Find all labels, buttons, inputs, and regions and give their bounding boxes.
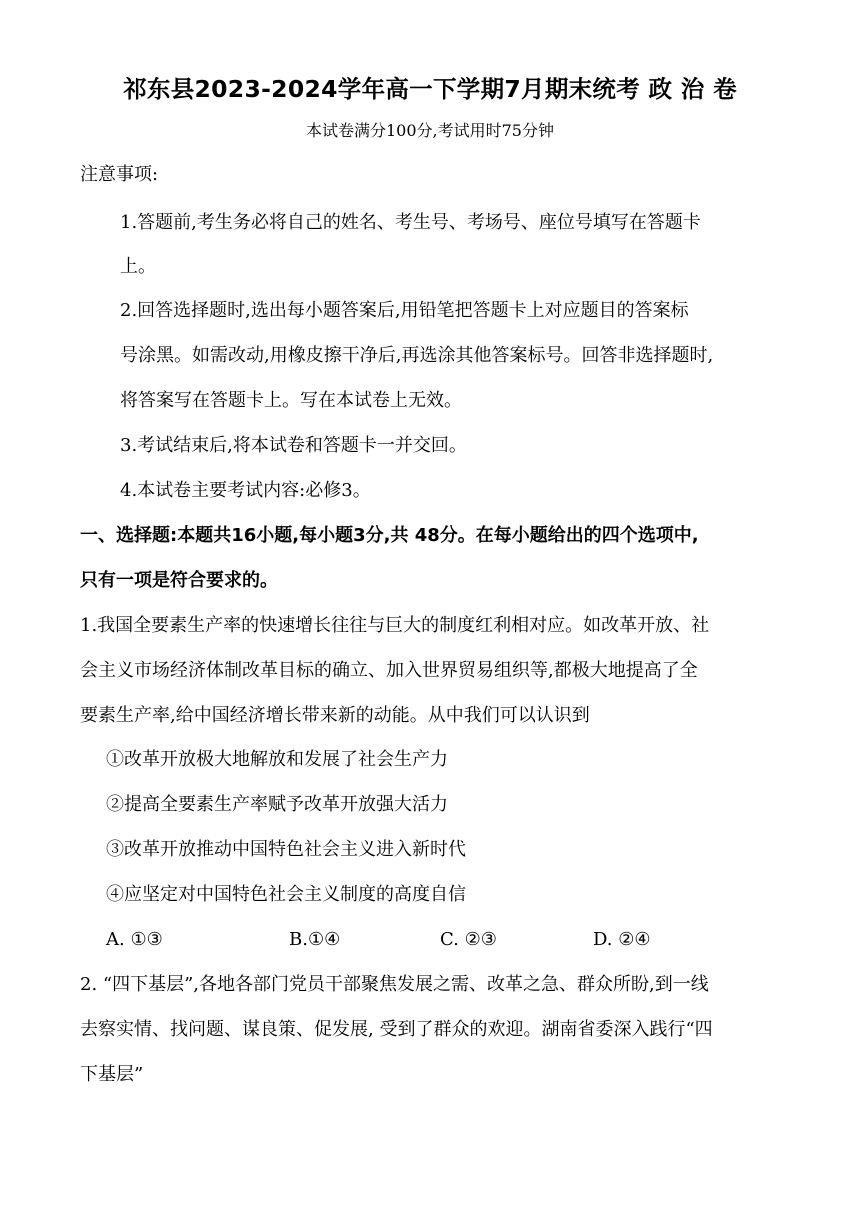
question-stem-line: 去察实情、找问题、谋良策、促发展, 受到了群众的欢迎。湖南省委深入践行“四 — [80, 1019, 713, 1040]
notice-line: 4.本试卷主要考试内容:必修3。 — [120, 480, 371, 501]
question-stem-line: 下基层” — [80, 1064, 144, 1085]
question-stem-line: 2. “四下基层”,各地各部门党员干部聚焦发展之需、改革之急、群众所盼,到一线 — [80, 974, 709, 995]
notice-line: 2.回答选择题时,选出每小题答案后,用铅笔把答题卡上对应题目的答案标 — [120, 300, 689, 321]
notice-line: 将答案写在答题卡上。写在本试卷上无效。 — [120, 390, 462, 411]
section-heading-line: 只有一项是符合要求的。 — [80, 570, 278, 591]
section-heading-line: 一、选择题:本题共16小题,每小题3分,共 48分。在每小题给出的四个选项中, — [80, 525, 699, 546]
statement-item: ④应坚定对中国特色社会主义制度的高度自信 — [106, 884, 466, 905]
answer-choices — [0, 928, 860, 954]
question-stem-line: 要素生产率,给中国经济增长带来新的动能。从中我们可以认识到 — [80, 705, 590, 726]
exam-subtitle: 本试卷满分100分,考试用时75分钟 — [306, 121, 554, 140]
choice-b: B.①④ — [289, 929, 341, 950]
statement-item: ①改革开放极大地解放和发展了社会生产力 — [106, 749, 448, 770]
notice-line: 1.答题前,考生务必将自己的姓名、考生号、考场号、座位号填写在答题卡 — [120, 212, 701, 233]
question-stem-line: 会主义市场经济体制改革目标的确立、加入世界贸易组织等,都极大地提高了全 — [80, 660, 698, 681]
notice-line: 上。 — [120, 256, 156, 277]
question-stem-line: 1.我国全要素生产率的快速增长往往与巨大的制度红利相对应。如改革开放、社 — [80, 615, 710, 636]
statement-item: ②提高全要素生产率赋予改革开放强大活力 — [106, 794, 448, 815]
notice-heading: 注意事项: — [80, 164, 159, 185]
exam-title: 祁东县2023-2024学年高一下学期7月期末统考 政 治 卷 — [123, 75, 737, 103]
statement-item: ③改革开放推动中国特色社会主义进入新时代 — [106, 839, 466, 860]
choice-a: A. ①③ — [106, 929, 163, 950]
notice-line: 号涂黑。如需改动,用橡皮擦干净后,再选涂其他答案标号。回答非选择题时, — [120, 345, 714, 366]
choice-d: D. ②④ — [593, 929, 651, 950]
notice-line: 3.考试结束后,将本试卷和答题卡一并交回。 — [120, 435, 467, 456]
choice-c: C. ②③ — [440, 929, 497, 950]
